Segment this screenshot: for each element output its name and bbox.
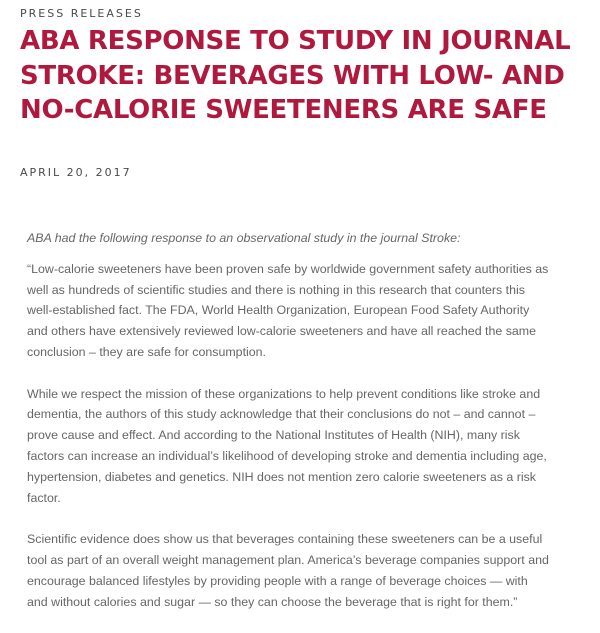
article-body (27, 228, 549, 633)
publish-date: APRIL 20, 2017 (20, 166, 132, 179)
quote-paragraph-3: Scientific evidence does show us that beverages containing these sweeteners can be a useful tool as part of an overall weight management plan. America’s beverage companies support and encourage balanced lifestyles by providing people with a range of beverage choices — with and without calories and sugar — so they can choose the beverage that is right for them.” (27, 532, 549, 609)
quote-paragraph-1: “Low-calorie sweeteners have been proven safe by worldwide government safety authorities as well as hundreds of scientific studies and there is nothing in this research that counters this well-established fact. The FDA, World Health Organization, European Food Safety Authority and others have extensively reviewed low-calorie sweeteners and have all reached the same conclusion – they are safe for consumption. (27, 261, 549, 359)
quote-paragraph-2: While we respect the mission of these organizations to help prevent conditions like stroke and dementia, the authors of this study acknowledge that their conclusions do not – and cannot – prove cause and effect. And according to the National Institutes of Health (NIH), many risk factors can increase an individual’s likelihood of developing stroke and dementia including age, hypertension, diabetes and genetics. NIH does not mention zero calorie sweeteners as a risk factor. (27, 386, 547, 505)
category-label[interactable]: PRESS RELEASES (20, 7, 143, 20)
intro-paragraph: ABA had the following response to an observational study in the journal Stroke: (27, 231, 461, 245)
article-title: ABA RESPONSE TO STUDY IN JOURNAL STROKE: BEVERAGES WITH LOW- AND NO-CALORIE SWEETENERS ARE SAFE (20, 26, 571, 125)
